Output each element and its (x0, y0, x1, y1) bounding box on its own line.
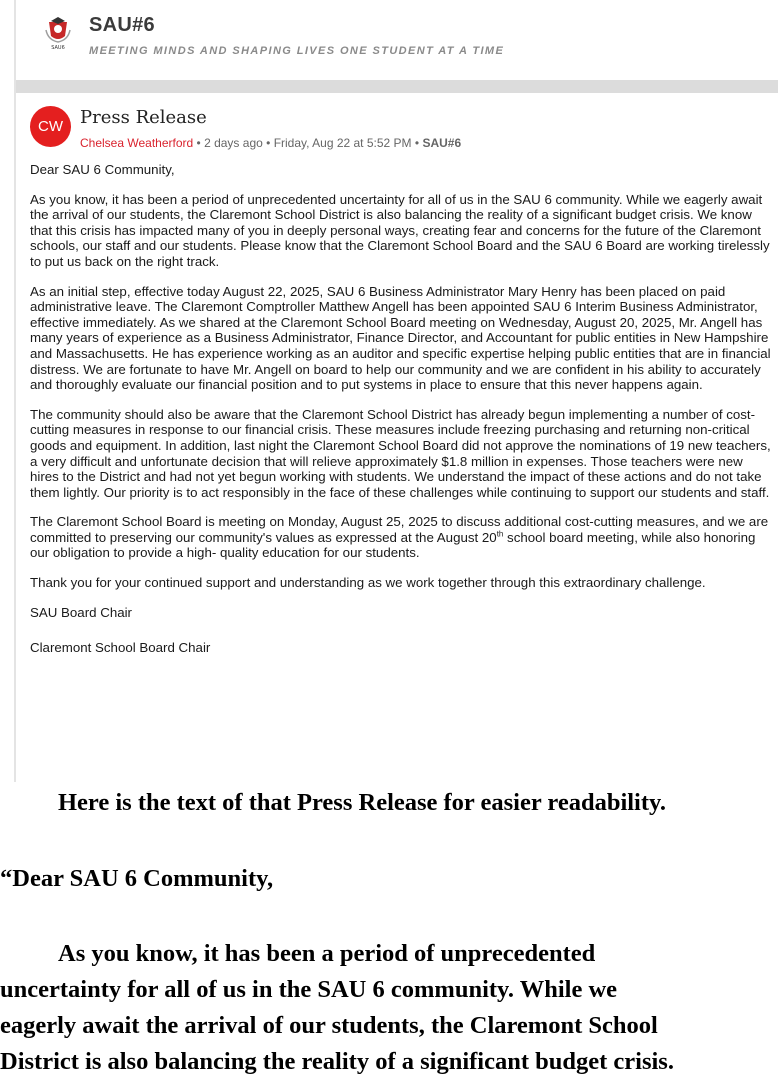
transcript-line-2: uncertainty for all of us in the SAU 6 community. While we (0, 976, 618, 1003)
meta-separator: • (414, 136, 420, 150)
site-tagline: MEETING MINDS AND SHAPING LIVES ONE STUDENT AT A TIME (89, 45, 505, 57)
post-header (30, 104, 770, 154)
transcript-line-4: District is also balancing the reality of a significant budget crisis. (0, 1048, 674, 1075)
post-closing: Thank you for your continued support and understanding as we work together through this extraordinary challenge. (30, 575, 706, 591)
page-left-border (14, 0, 16, 782)
post-salutation: Dear SAU 6 Community, (30, 162, 175, 177)
signature-school-board-chair: Claremont School Board Chair (30, 640, 211, 656)
post-title: Press Release (80, 107, 207, 128)
author-avatar[interactable]: CW (30, 106, 71, 147)
transcript-salutation: “Dear SAU 6 Community, (0, 865, 274, 892)
transcript-line-1: As you know, it has been a period of unprecedented (58, 940, 596, 967)
sau6-logo[interactable] (44, 16, 72, 50)
post-body (30, 162, 775, 676)
group-link[interactable]: SAU#6 (422, 136, 462, 150)
transcript-intro: Here is the text of that Press Release for easier readability. (58, 789, 667, 816)
p4-after: school board meeting, while also honoring our obligation to provide a high- quality education for our students. (30, 529, 756, 561)
meta-separator: • (196, 136, 201, 150)
site-header (16, 0, 778, 80)
logo-text: SAU6 (51, 45, 65, 50)
p4-before: The Claremont School Board is meeting on Monday, August 25, 2025 to discuss additional cost-cutting measures, and we are committed to preserving our community's values as expressed at the August 20 (30, 514, 769, 545)
post-meta (80, 136, 461, 150)
post-paragraph-4 (30, 514, 775, 561)
transcript-line-3: eagerly await the arrival of our students, the Claremont School (0, 1012, 658, 1039)
header-divider-bar (16, 80, 778, 93)
p4-superscript: th (496, 529, 504, 539)
meta-separator: • (266, 136, 271, 150)
post-paragraph-3: The community should also be aware that the Claremont School District has already begun implementing a number of cost-cutting measures in response to our financial crisis. These measures include freezing purchasing and returning non-critical goods and equipment. In addition, last night the Claremont School Board did not approve the nominations of 19 new teachers, a very difficult and unfortunate decision that will relieve approximately $1.8 million in expenses. Those teachers were new hires to the District and had not yet begun working with students. We understand the impact of these actions and do not take them lightly. Our priority is to act responsibly in the face of these challenges while continuing to support our students and staff. (30, 406, 771, 500)
post-paragraph-1: As you know, it has been a period of unprecedented uncertainty for all of us in the SAU 6 community. While we eagerly await the arrival of our students, the Claremont School District is also balancing the reality of a significant budget crisis. We know that this crisis has impacted many of you in deeply personal ways, creating fear and concerns for the future of the Claremont schools, our staff and our students. Please know that the Claremont School Board and the SAU 6 Board are working tirelessly to put us back on the right track. (30, 191, 770, 269)
author-link[interactable]: Chelsea Weatherford (80, 136, 194, 150)
post-relative-time: 2 days ago (204, 136, 263, 150)
post-paragraph-2: As an initial step, effective today August 22, 2025, SAU 6 Business Administrator Mary Henry has been placed on paid administrative leave. The Claremont Comptroller Matthew Angell has been appointed SAU 6 Interim Business Administrator, effective immediately. As we shared at the Claremont School Board meeting on Wednesday, August 20, 2025, Mr. Angell has many years of experience as a Business Administrator, Finance Director, and Accountant for public entities in New Hampshire and Massachusetts. He has experience working as an auditor and specific expertise helping public entities that are in financial distress. We are fortunate to have Mr. Angell on board to help our community and we are confident in his ability to accurately and thoroughly evaluate our financial position and to put systems in place to ensure that this never happens again. (30, 283, 771, 393)
transcript-paragraph (0, 936, 778, 1080)
site-name[interactable]: SAU#6 (89, 14, 155, 36)
signature-sau-chair: SAU Board Chair (30, 604, 132, 620)
post-date: Friday, Aug 22 at 5:52 PM (273, 136, 412, 150)
